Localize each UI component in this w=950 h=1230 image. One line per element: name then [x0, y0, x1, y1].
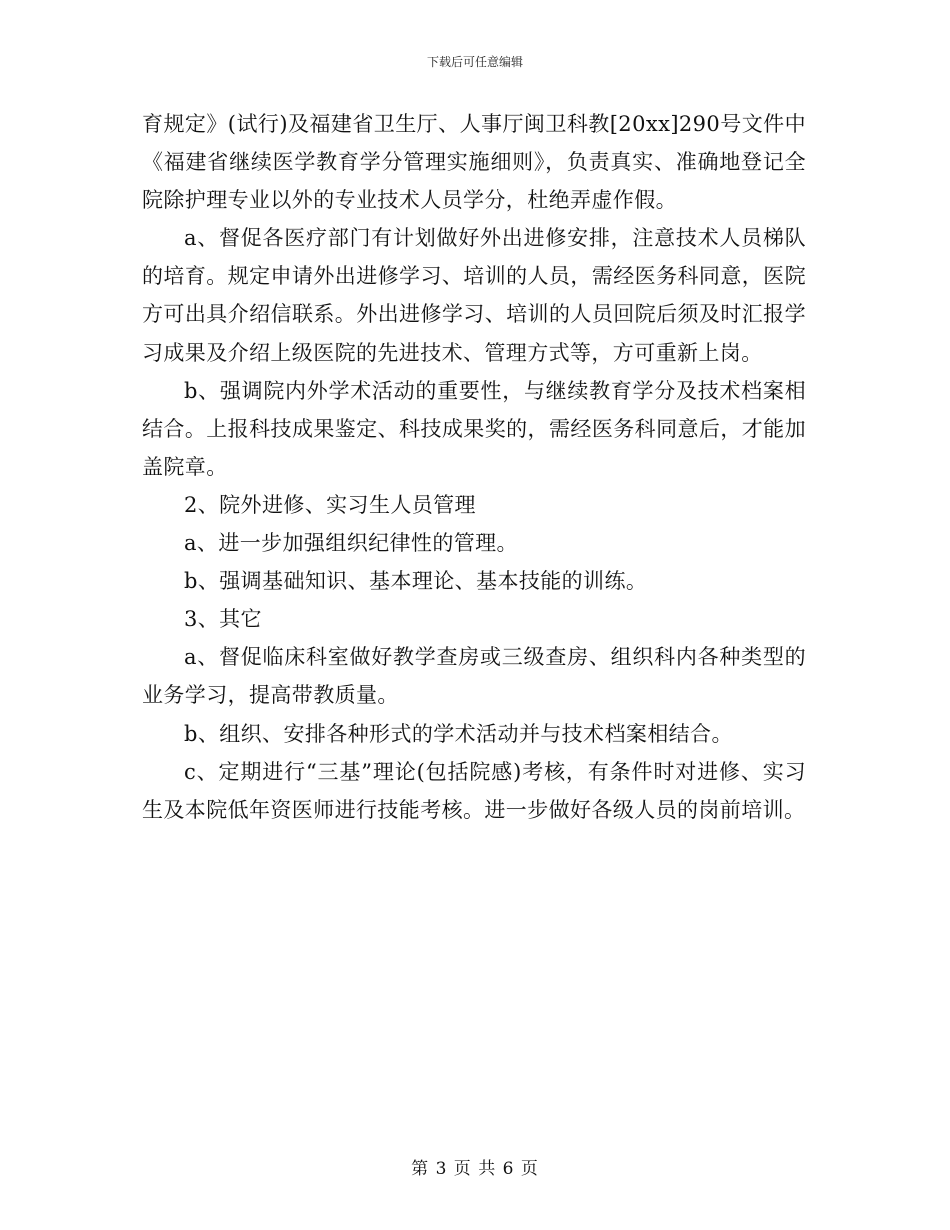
paragraph-item-a-rounds: a、督促临床科室做好教学查房或三级查房、组织科内各种类型的业务学习，提高带教质量。	[142, 645, 806, 708]
page-number-footer: 第 3 页 共 6 页	[411, 1159, 539, 1179]
paragraph-item-a-training: a、督促各医疗部门有计划做好外出进修安排，注意技术人员梯队的培育。规定申请外出进修学习、培训的人员，需经医务科同意，医院方可出具介绍信联系。外出进修学习、培训的人员回院后须及时汇报学习成果及介绍上级医院的先进技术、管理方式等，方可重新上岗。	[142, 226, 806, 365]
page-header: 下载后可任意编辑	[426, 55, 523, 69]
paragraph-item-b-basics: b、强调基础知识、基本理论、基本技能的训练。	[184, 569, 648, 594]
document-body	[142, 105, 806, 829]
paragraph-item-c-assessment: c、定期进行“三基”理论(包括院感)考核，有条件时对进修、实习生及本院低年资医师进行技能考核。进一步做好各级人员的岗前培训。	[142, 759, 806, 822]
paragraph-continuation: 育规定》(试行)及福建省卫生厅、人事厅闽卫科教[20xx]290号文件中《福建省继续医学教育学分管理实施细则》，负责真实、准确地登记全院除护理专业以外的专业技术人员学分，杜绝弄虚作假。	[142, 112, 806, 213]
paragraph-item-a-discipline: a、进一步加强组织纪律性的管理。	[184, 531, 518, 556]
paragraph-item-b-activities: b、组织、安排各种形式的学术活动并与技术档案相结合。	[184, 721, 733, 746]
paragraph-item-b-academic: b、强调院内外学术活动的重要性，与继续教育学分及技术档案相结合。上报科技成果鉴定、科技成果奖的，需经医务科同意后，才能加盖院章。	[142, 378, 806, 479]
section-heading-2: 2、院外进修、实习生人员管理	[184, 492, 476, 517]
section-heading-3: 3、其它	[184, 607, 262, 632]
